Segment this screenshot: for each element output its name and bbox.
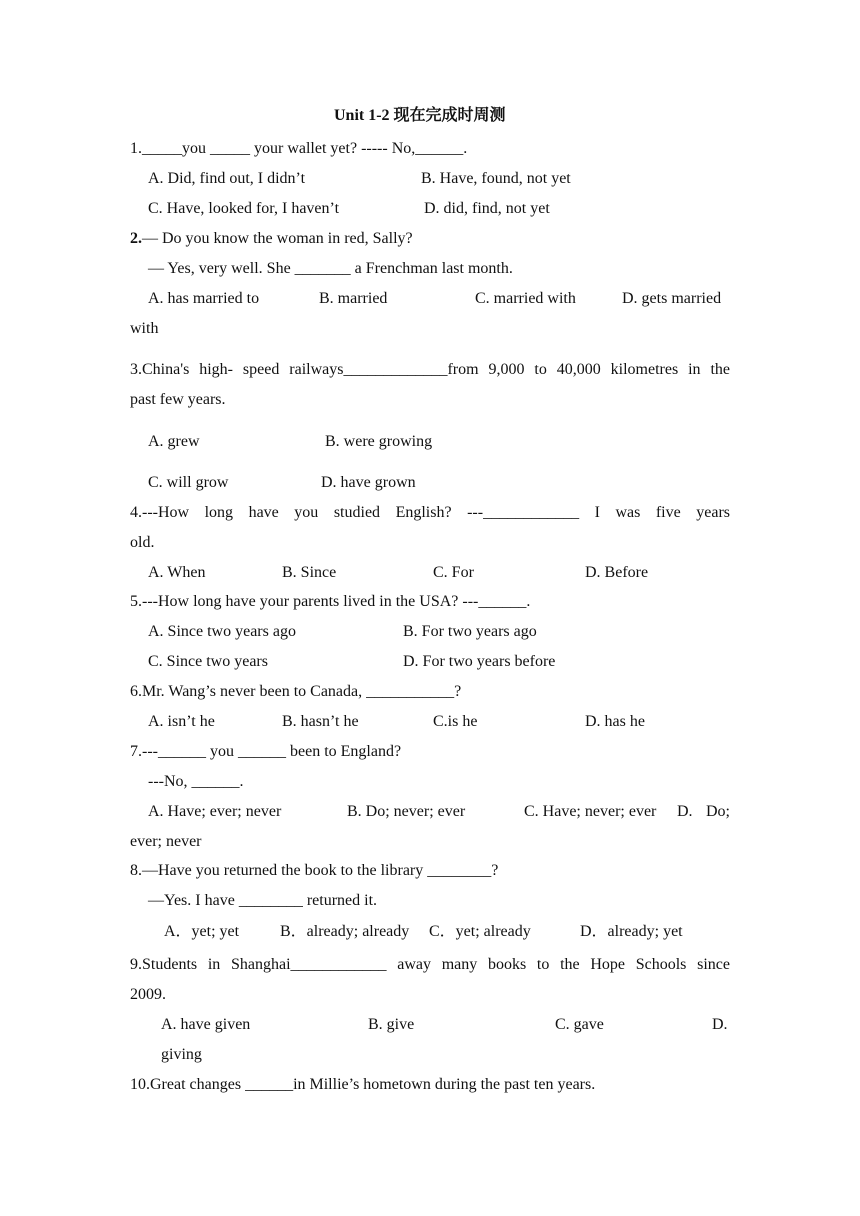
q2-option-d: D. gets married (622, 290, 722, 307)
q7-option-d: D. Do; (677, 803, 730, 820)
q6-option-c: C.is he (433, 713, 478, 730)
q9-option-d: D. (712, 1016, 728, 1033)
q2-option-c: C. married with (475, 290, 576, 307)
q4-option-a: A. When (148, 564, 206, 581)
q5-option-c: C. Since two years (148, 653, 268, 670)
q1-stem: 1._____you _____ your wallet yet? ----- No,______. (130, 140, 468, 157)
q7-option-a: A. Have; ever; never (148, 803, 282, 820)
q4-option-b: B. Since (282, 564, 337, 581)
q1-option-d: D. did, find, not yet (424, 200, 550, 217)
q9-option-b: B. give (368, 1016, 415, 1033)
q3-option-d: D. have grown (321, 474, 416, 491)
q9-stem-line2: 2009. (130, 986, 166, 1003)
page-title: Unit 1-2 现在完成时周测 (334, 107, 506, 124)
q4-stem-line2: old. (130, 534, 155, 551)
q2-number: 2. (130, 230, 142, 247)
q3-stem-line1: 3.China's high- speed railways_____________from 9,000 to 40,000 kilometres in the (130, 361, 730, 378)
q2-answer-line: — Yes, very well. She _______ a Frenchman last month. (148, 260, 513, 277)
q8-answer-line: —Yes. I have ________ returned it. (148, 892, 378, 909)
q8-stem: 8.—Have you returned the book to the library ________? (130, 862, 499, 879)
q5-option-d: D. For two years before (403, 653, 556, 670)
q3-option-a: A. grew (148, 433, 200, 450)
q3-option-c: C. will grow (148, 474, 229, 491)
q7-stem: 7.---______ you ______ been to England? (130, 743, 402, 760)
q9-option-a: A. have given (161, 1016, 251, 1033)
q3-option-b: B. were growing (325, 433, 433, 450)
q6-option-d: D. has he (585, 713, 645, 730)
q6-option-b: B. hasn’t he (282, 713, 359, 730)
q2-option-a: A. has married to (148, 290, 260, 307)
q6-option-a: A. isn’t he (148, 713, 215, 730)
q5-option-b: B. For two years ago (403, 623, 537, 640)
q10-stem: 10.Great changes ______in Millie’s hometown during the past ten years. (130, 1076, 596, 1093)
q5-stem: 5.---How long have your parents lived in the USA? ---______. (130, 593, 531, 610)
q2-stem (130, 229, 413, 249)
q6-stem: 6.Mr. Wang’s never been to Canada, ___________? (130, 683, 462, 700)
q8-option-c: C．yet; already (429, 923, 531, 940)
q2-option-d-continued: with (130, 320, 159, 337)
q7-option-b: B. Do; never; ever (347, 803, 466, 820)
q7-option-d-continued: ever; never (130, 833, 202, 850)
q1-option-b: B. Have, found, not yet (421, 170, 571, 187)
q4-stem-line1: 4.---How long have you studied English? ---____________ I was five years (130, 504, 730, 521)
q7-option-c: C. Have; never; ever (524, 803, 657, 820)
q1-option-c: C. Have, looked for, I haven’t (148, 200, 340, 217)
q4-option-c: C. For (433, 564, 474, 581)
q8-option-a: A．yet; yet (164, 923, 240, 940)
q7-answer-line: ---No, ______. (148, 773, 244, 790)
q2-stem-text: — Do you know the woman in red, Sally? (142, 230, 413, 247)
q4-option-d: D. Before (585, 564, 649, 581)
q9-option-d-continued: giving (161, 1046, 202, 1063)
q8-option-d: D．already; yet (580, 923, 683, 940)
q5-option-a: A. Since two years ago (148, 623, 296, 640)
q8-option-b: B．already; already (280, 923, 410, 940)
q2-option-b: B. married (319, 290, 388, 307)
q9-option-c: C. gave (555, 1016, 604, 1033)
q3-stem-line2: past few years. (130, 391, 226, 408)
q9-stem-line1: 9.Students in Shanghai____________ away many books to the Hope Schools since (130, 956, 730, 973)
q1-option-a: A. Did, find out, I didn’t (148, 170, 306, 187)
